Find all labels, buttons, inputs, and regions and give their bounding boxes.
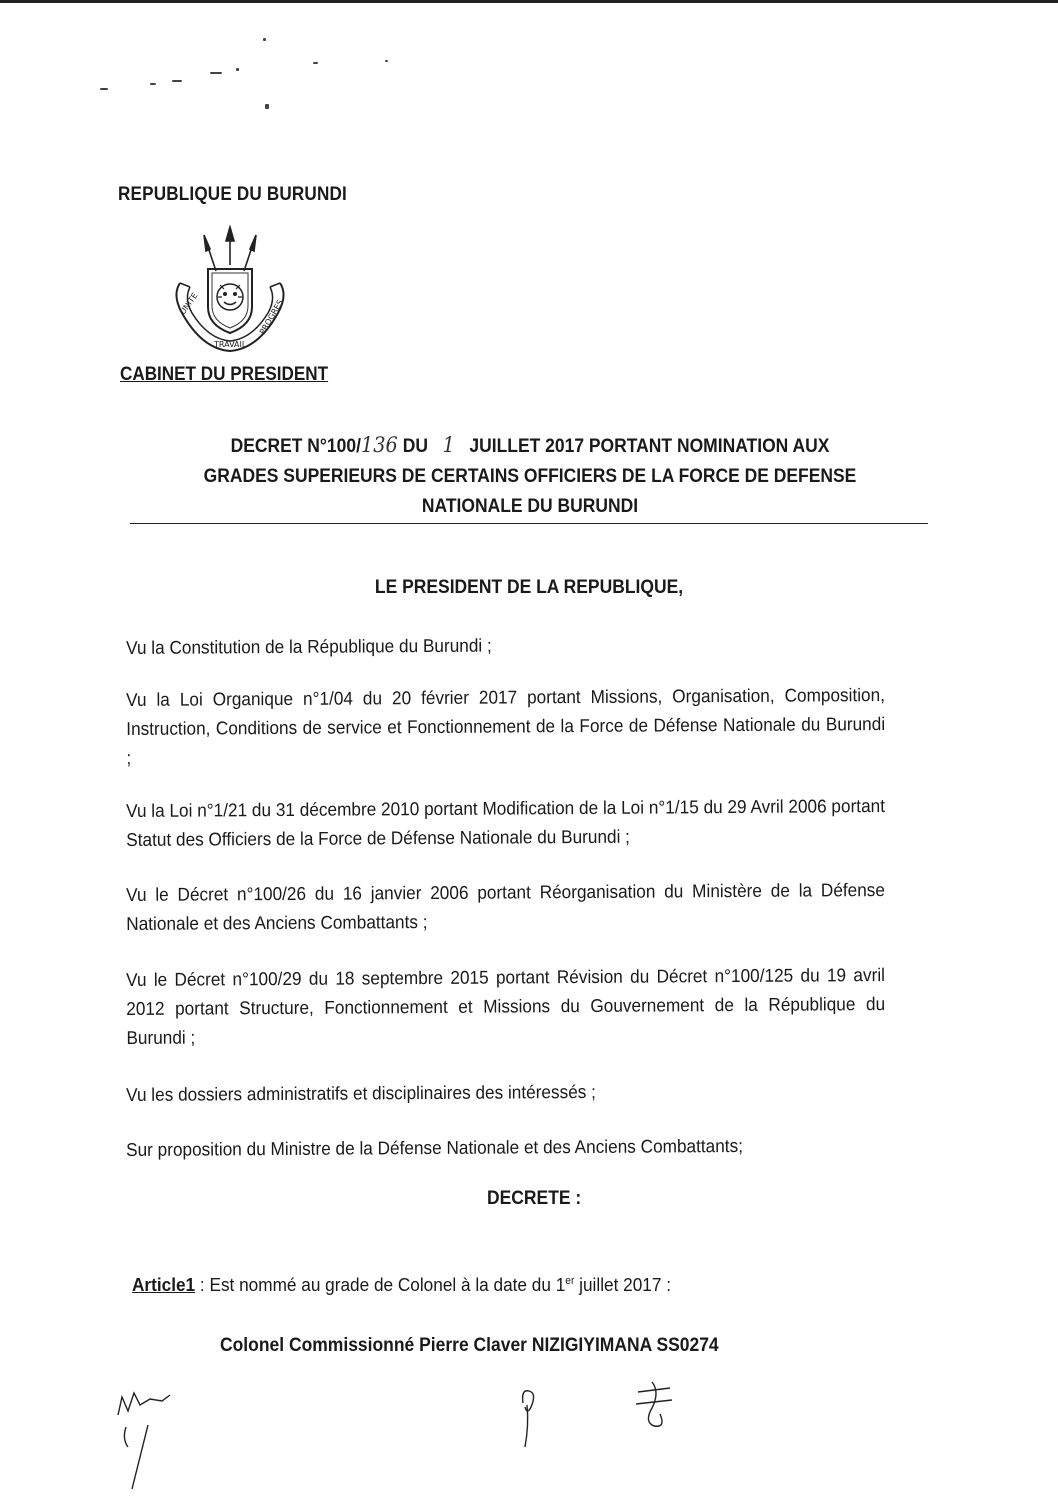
handwritten-initials-left [110,1385,180,1495]
scan-speck [236,68,239,71]
article-1-sup: er [565,1274,575,1287]
motto-unite: UNITE [178,291,200,317]
decree-number-prefix: DECRET N°100/ [230,436,361,457]
officer-name: Colonel Commissionné Pierre Claver NIZIGIYIMANA SS0274 [220,1335,719,1356]
coat-of-arms-emblem [168,225,292,361]
consideration-paragraph: Vu les dossiers administratifs et disciplinaires des intéressés ; [126,1080,596,1105]
decree-du: DU [402,436,428,457]
scan-speck [265,104,269,109]
scan-speck [210,72,222,74]
cabinet-heading: CABINET DU PRESIDENT [120,364,329,385]
handwritten-initials-center [515,1385,555,1465]
handwritten-initials-right [630,1378,680,1438]
scan-speck [150,83,156,85]
consideration-paragraph: Vu la Loi n°1/21 du 31 décembre 2010 portant Modification de la Loi n°1/15 du 29 Avril 2006 portant Statut des Officiers de la Force de Défense Nationale du Burundi ; [126,795,886,850]
scan-speck [100,88,108,90]
decree-title-line2: GRADES SUPERIEURS DE CERTAINS OFFICIERS DE LA FORCE DE DEFENSE [203,466,857,487]
decree-number-handwritten: 136 [360,433,398,457]
decree-title-rest: JUILLET 2017 PORTANT NOMINATION AUX [469,436,830,457]
consideration-paragraph: Vu la Loi Organique n°1/04 du 20 février 2017 portant Missions, Organisation, Composition, Instruction, Conditions de service et Fonctionnement de la Force de Défense Nationale du Burundi ; [126,684,886,768]
article-1 [132,1274,839,1296]
scan-speck [385,60,388,62]
scan-edge-line [0,0,1058,3]
scan-speck [172,80,182,82]
article-1-text: : Est nommé au grade de Colonel à la date du 1 [195,1274,566,1295]
consideration-paragraph: Vu le Décret n°100/26 du 16 janvier 2006 portant Réorganisation du Ministère de la Défense Nationale et des Anciens Combattants ; [126,879,886,934]
decree-title [162,430,898,522]
republic-heading: REPUBLIQUE DU BURUNDI [118,184,347,205]
consideration-paragraph: Vu la Constitution de la République du Burundi ; [126,634,492,658]
decree-day-handwritten: 1 [442,433,455,457]
decree-title-line3: NATIONALE DU BURUNDI [421,496,639,517]
decrete-heading: DECRETE : [487,1188,582,1209]
president-heading: LE PRESIDENT DE LA REPUBLIQUE, [374,577,684,598]
scan-speck [313,62,318,64]
decree-title-line1 [162,430,898,462]
motto-travail: TRAVAIL [214,340,247,349]
article-1-text-end: juillet 2017 : [574,1274,671,1295]
article-1-label: Article1 [132,1274,196,1295]
title-underline-rule [130,523,928,524]
consideration-paragraph: Sur proposition du Ministre de la Défense Nationale et des Anciens Combattants; [126,1134,743,1160]
scan-speck [263,38,266,41]
motto-progres: PROGRES [257,298,286,336]
consideration-paragraph: Vu le Décret n°100/29 du 18 septembre 2015 portant Révision du Décret n°100/125 du 19 avril 2012 portant Structure, Fonctionnement et Missions du Gouvernement de la République du Burundi ; [126,964,886,1048]
